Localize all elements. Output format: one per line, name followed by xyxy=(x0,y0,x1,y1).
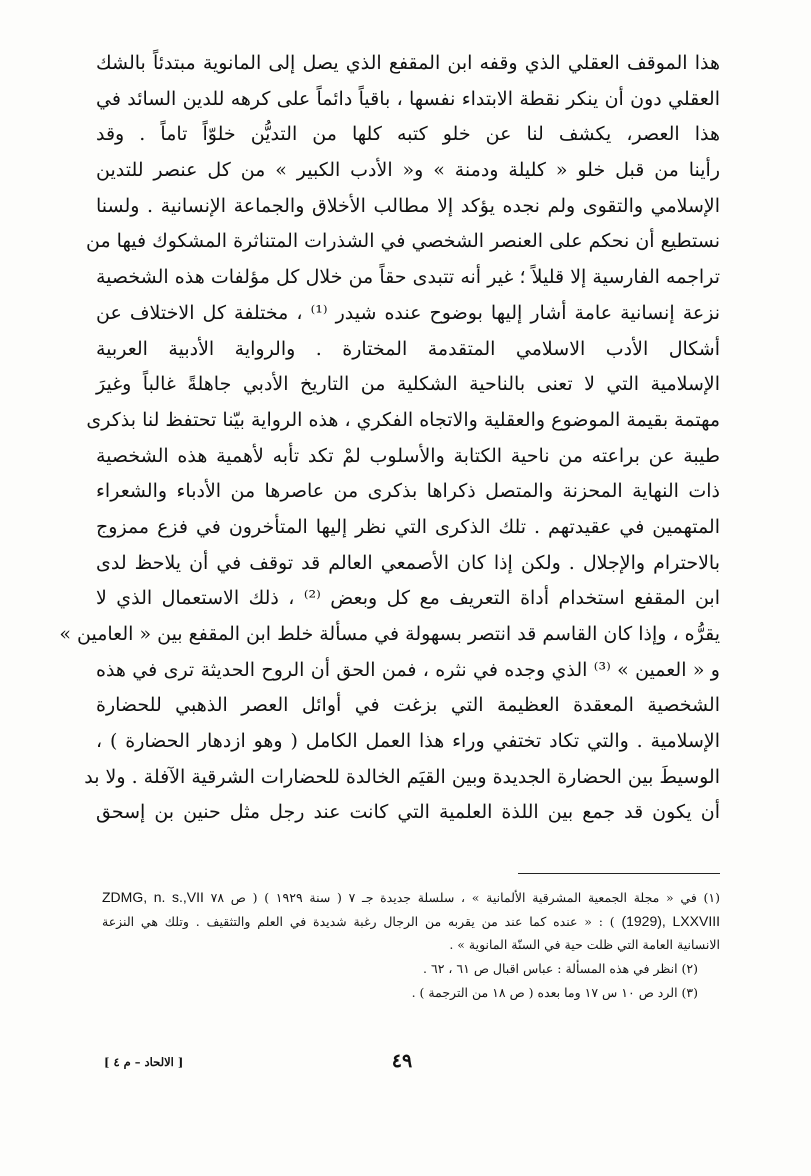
footnote-1-line-1 xyxy=(102,885,720,909)
text-line: أشكال الأدب الاسلامي المتقدمة المختارة . والرواية الأدبية العربية xyxy=(96,337,720,360)
footnote-1-quote: ) : « عنده كما عند من يقربه من الرجال رغبة شديدة في العلم والتثقيف . وتلك هي النزعة xyxy=(102,914,615,929)
text-line: رأينا من قبل خلو « كليلة ودمنة » و« الأدب الكبير » من كل عنصر للتدين xyxy=(96,159,720,182)
text-line: الشخصية المعقدة العظيمة التي بزغت في أوائل العصر الذهبي للحضارة xyxy=(96,694,720,717)
footnote-1-arabic-text: (١) في « مجلة الجمعية المشرقية الألمانية » ، سلسلة جديدة جـ ٧ ( سنة ١٩٢٩ ) ( ص ٧٨ xyxy=(210,890,720,905)
text-line: أن يكون قد جمع بين اللذة العلمية التي كانت عند رجل مثل حنين بن إسحق xyxy=(96,801,720,824)
footnote-3: (٣) الرد ص ١٠ س ١٧ وما بعده ( ص ١٨ من الترجمة ) . xyxy=(411,985,698,1000)
text-line: الوسيطَ بين الحضارة الجديدة وبين القيَم الخالدة للحضارات الشرقية الآفلة . ولا بد xyxy=(84,765,720,788)
text-line: الإسلامية التي لا تعنى بالناحية الشكلية من التاريخ الأدبي جاهلةً غالباً وغيرَ xyxy=(96,373,720,396)
text-line: نزعة إنسانية عامة أشار إليها بوضوح عنده شيدر ⁽¹⁾ ، مختلفة كل الاختلاف عن xyxy=(96,301,720,324)
main-text xyxy=(59,46,720,831)
text-line: تراجمه الفارسية إلا قليلاً ؛ غير أنه تتبدى حقاً من خلال كل مؤلفات هذه الشخصية xyxy=(96,266,720,289)
text-line: نستطيع أن نحكم على العنصر الشخصي في الشذرات المتناثرة المشكوك فيها من xyxy=(85,230,720,253)
page-number: ٤٩ xyxy=(391,1050,413,1072)
footnote-separator xyxy=(518,873,720,874)
text-line: ابن المقفع استخدام أداة التعريف مع كل وبعض ⁽²⁾ ، ذلك الاستعمال الذي لا xyxy=(96,587,720,610)
footnote-1-line-2 xyxy=(102,909,720,933)
text-line: هذا الموقف العقلي الذي وقفه ابن المقفع الذي يصل إلى المانوية مبتدئاً بالشك xyxy=(96,52,720,74)
text-line: بالاحترام والإجلال . ولكن إذا كان الأصمعي العالم قد توقف في أن يلاحظ لدى xyxy=(96,551,720,574)
footnote-2: (٢) انظر في هذه المسألة : عباس اقبال ص ٦١ ، ٦٢ . xyxy=(423,961,698,976)
text-line: يقرُّه ، وإذا كان القاسم قد انتصر بسهولة في مسألة خلط ابن المقفع بين « العامين » xyxy=(59,623,720,645)
footnote-1-line-3: الانسانية العامة التي ظلت حية في السنّة المانوية » . xyxy=(449,937,720,952)
text-line: طيبة عن براعته من ناحية الكتابة والأسلوب لمْ تكد تأبه لأهمية هذه الشخصية xyxy=(96,444,720,467)
text-line: و « العمين » ⁽³⁾ الذي وجده في نثره ، فمن الحق أن الروح الحديثة ترى في هذه xyxy=(96,658,720,681)
printer-signature: [ الالحاد – م ٤ ] xyxy=(104,1055,184,1069)
text-line: العقلي دون أن ينكر نقطة الابتداء نفسها ، باقياً دائماً على كرهه للدين السائد في xyxy=(96,87,720,110)
footnote-1-latin-citation: ZDMG, n. s.,VII xyxy=(102,889,204,905)
text-line: هذا العصر، يكشف لنا عن خلو كتبه كلها من التديُّن خلوّاً تاماً . وقد xyxy=(96,123,720,146)
text-line: مهتمة بقيمة الموضوع والعقلية والاتجاه الفكري ، هذه الرواية بيّنا تحتفظ لنا بذكرى xyxy=(86,408,720,431)
footnote-1-latin-volume: (1929), LXXVIII xyxy=(621,913,720,929)
text-line: ذات النهاية المحزنة والمتصل ذكراها بذكرى من عاصرها من الأدباء والشعراء xyxy=(96,480,720,503)
text-line: الإسلامي والتقوى ولم نجده يؤكد إلا مطالب الأخلاق والجماعة الإنسانية . ولسنا xyxy=(96,194,720,217)
text-line: الإسلامية . والتي تكاد تختفي وراء هذا العمل الكامل ( وهو ازدهار الحضارة ) ، xyxy=(96,730,720,753)
footnotes xyxy=(102,885,720,1005)
text-line: المتهمين في عقيدتهم . تلك الذكرى التي نظر إليها المتأخرون في فزع ممزوج xyxy=(96,515,720,538)
